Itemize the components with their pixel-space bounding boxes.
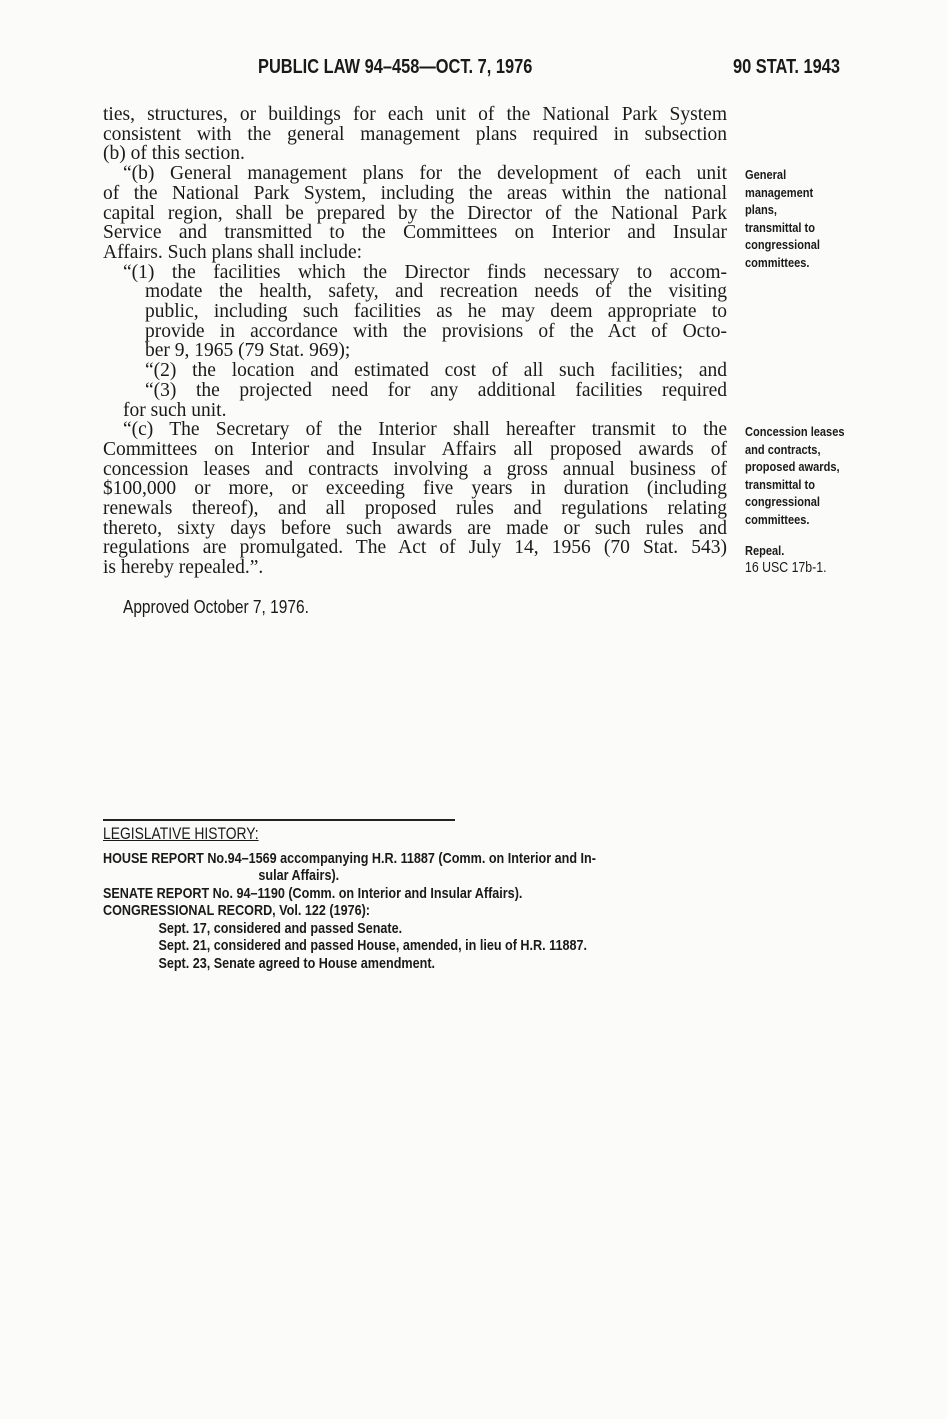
- text-line: Service and transmitted to the Committees on Interior and Insular: [103, 222, 727, 244]
- text-line: renewals thereof), and all proposed rules and regulations relating: [103, 498, 727, 520]
- house-report: HOUSE REPORT No.94–1569 accompanying H.R. 11887 (Comm. on Interior and In-: [103, 849, 596, 867]
- text-line: modate the health, safety, and recreation needs of the visiting: [145, 281, 727, 303]
- text-line: capital region, shall be prepared by the Director of the National Park: [103, 202, 727, 224]
- margin-note-line: Concession leases: [745, 424, 845, 439]
- margin-note-line: Repeal.: [745, 543, 785, 558]
- text-line: “(3) the projected need for any additional facilities required: [145, 379, 727, 401]
- text-line: “(c) The Secretary of the Interior shall hereafter transmit to the: [123, 419, 727, 441]
- margin-note-line: transmittal to: [745, 219, 815, 235]
- approval-date: Approved October 7, 1976.: [123, 597, 309, 617]
- text-line: regulations are promulgated. The Act of July 14, 1956 (70 Stat. 543): [103, 537, 727, 559]
- law-text: [103, 105, 727, 578]
- margin-note-line: transmittal to: [745, 476, 815, 492]
- divider-rule: [103, 819, 455, 821]
- text-line: (b) of this section.: [103, 143, 245, 165]
- text-line: “(1) the facilities which the Director finds necessary to accom-: [123, 261, 727, 283]
- margin-note-line: proposed awards,: [745, 459, 840, 474]
- margin-note-concession-leases: [745, 423, 845, 528]
- text-line: Committees on Interior and Insular Affairs all proposed awards of: [103, 438, 727, 460]
- text-line: ber 9, 1965 (79 Stat. 969);: [145, 340, 351, 362]
- text-line: “(2) the location and estimated cost of all such facilities; and: [145, 360, 727, 382]
- text-line: Affairs. Such plans shall include:: [103, 241, 363, 263]
- margin-note-line: plans,: [745, 202, 777, 217]
- record-entry: Sept. 17, considered and passed Senate.: [158, 919, 403, 937]
- text-line: “(b) General management plans for the development of each unit: [123, 163, 727, 185]
- text-line: of the National Park System, including the areas within the national: [103, 182, 727, 204]
- text-line: thereto, sixty days before such awards are made or such rules and: [103, 517, 727, 539]
- record-entry: Sept. 21, considered and passed House, amended, in lieu of H.R. 11887.: [158, 937, 587, 954]
- senate-report: SENATE REPORT No. 94–1190 (Comm. on Interior and Insular Affairs).: [103, 884, 523, 902]
- margin-note-line: congressional: [745, 237, 820, 252]
- margin-note-line: committees.: [745, 254, 810, 270]
- legislative-history-title: LEGISLATIVE HISTORY:: [103, 825, 259, 843]
- text-line: provide in accordance with the provisions of the Act of Octo-: [145, 320, 727, 342]
- text-line: public, including such facilities as he may deem appropriate to: [145, 301, 727, 323]
- margin-note-line: 16 USC 17b-1.: [745, 559, 827, 576]
- text-line: ties, structures, or buildings for each unit of the National Park System: [103, 104, 727, 125]
- legislative-history: [103, 826, 596, 972]
- text-line: concession leases and contracts involving a gross annual business of: [103, 458, 727, 480]
- text-line: consistent with the general management plans required in subsection: [103, 123, 727, 145]
- margin-note-general-management-plans: [745, 166, 820, 271]
- running-header-title: PUBLIC LAW 94–458—OCT. 7, 1976: [258, 56, 533, 78]
- record-entry: Sept. 23, Senate agreed to House amendment.: [158, 954, 436, 972]
- margin-note-repeal: [745, 542, 827, 577]
- margin-note-line: and contracts,: [745, 441, 821, 457]
- house-report-continued: sular Affairs).: [258, 867, 340, 884]
- text-line: for such unit.: [123, 399, 227, 421]
- margin-note-line: management: [745, 184, 814, 200]
- statute-page-number: 90 STAT. 1943: [733, 56, 840, 78]
- margin-note-line: congressional: [745, 494, 820, 509]
- text-line: is hereby repealed.”.: [103, 557, 264, 579]
- margin-note-line: committees.: [745, 511, 810, 527]
- text-line: $100,000 or more, or exceeding five years in duration (including: [103, 478, 727, 500]
- congressional-record: CONGRESSIONAL RECORD, Vol. 122 (1976):: [103, 902, 371, 919]
- margin-note-line: General: [745, 167, 787, 182]
